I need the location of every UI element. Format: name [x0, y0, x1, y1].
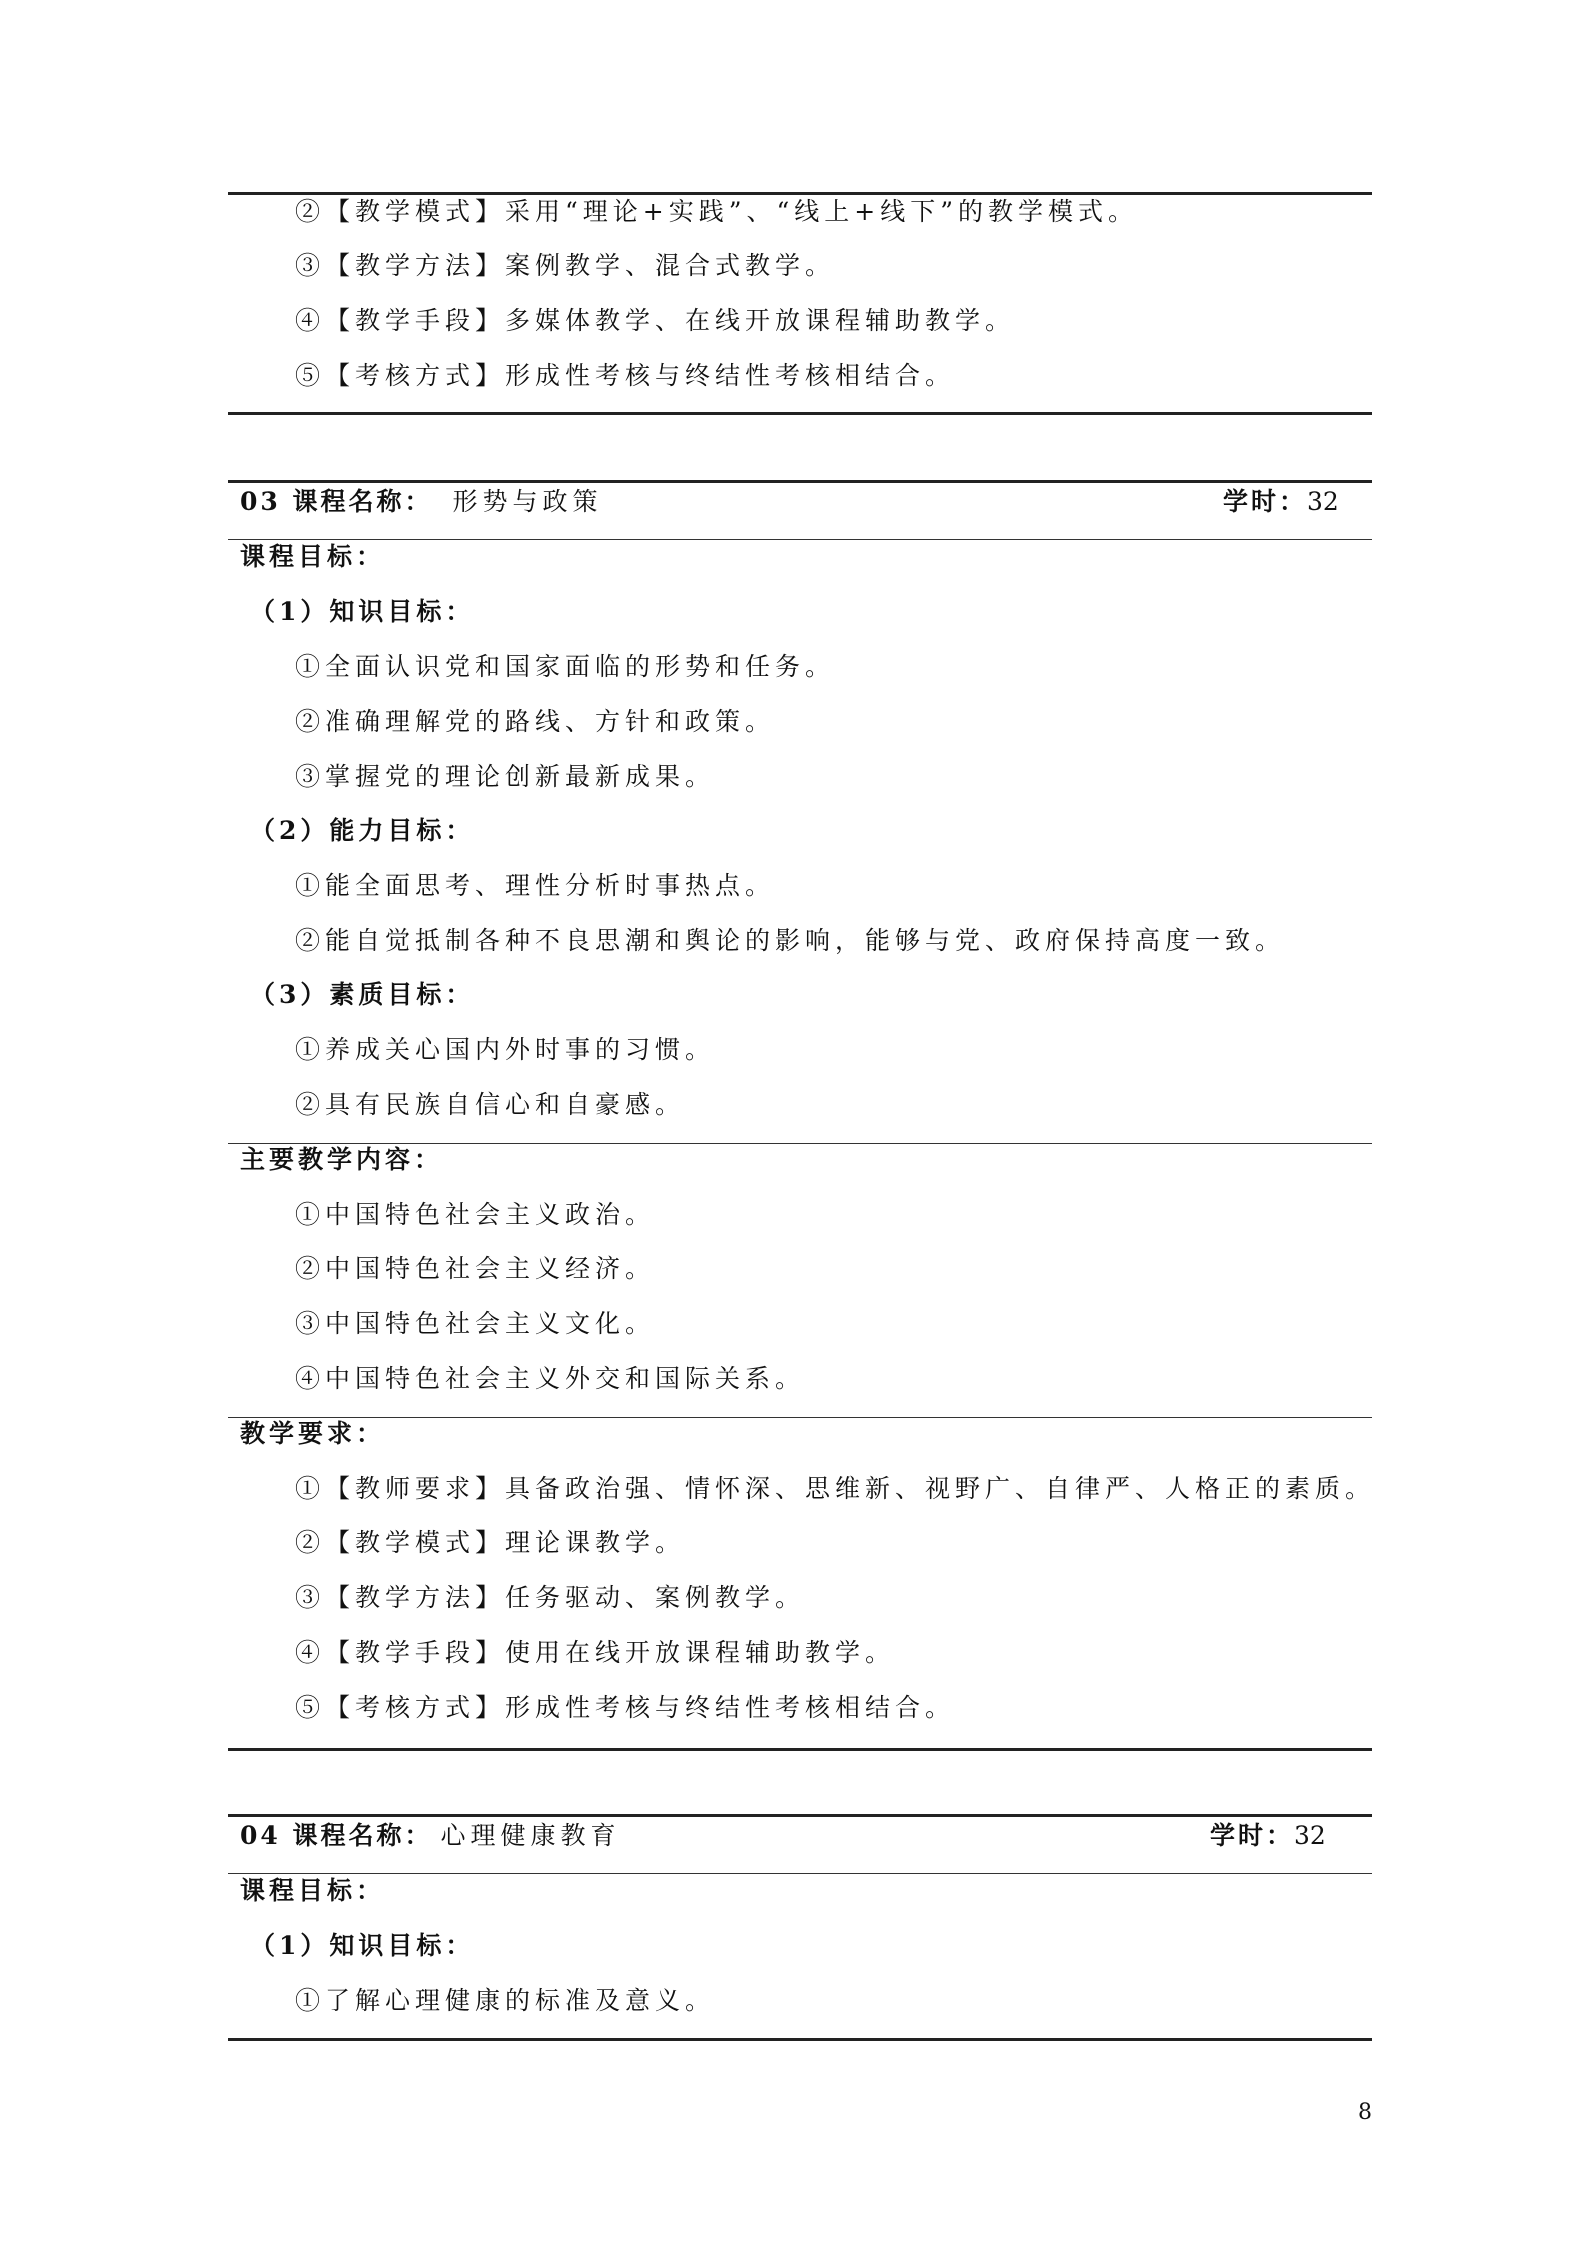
hours-label: 学时： [1223, 487, 1308, 516]
knowledge-heading: （1）知识目标： [250, 597, 475, 626]
course-name: 形势与政策 [452, 487, 603, 516]
goals-heading: 课程目标： [240, 542, 386, 571]
ability-item: ①能全面思考、理性分析时事热点。 [295, 871, 776, 900]
course-hours [1223, 484, 1339, 520]
table-bottom-border [228, 2038, 1372, 2041]
requirement-item: ⑤【考核方式】形成性考核与终结性考核相结合。 [295, 1693, 956, 1722]
requirement-line: ⑤【考核方式】形成性考核与终结性考核相结合。 [295, 361, 956, 390]
knowledge-item: ③掌握党的理论创新最新成果。 [295, 762, 716, 791]
requirement-item: ④【教学手段】使用在线开放课程辅助教学。 [295, 1638, 896, 1667]
course-hours [1210, 1818, 1326, 1854]
hours-value: 32 [1307, 487, 1339, 516]
content-item: ④中国特色社会主义外交和国际关系。 [295, 1364, 806, 1393]
content-heading: 主要教学内容： [240, 1145, 444, 1174]
content-item: ③中国特色社会主义文化。 [295, 1309, 656, 1338]
ability-heading: （2）能力目标： [250, 816, 475, 845]
knowledge-item: ①全面认识党和国家面临的形势和任务。 [295, 652, 836, 681]
divider [228, 539, 1372, 540]
knowledge-item: ①了解心理健康的标准及意义。 [295, 1986, 716, 2015]
course-table-04 [228, 1814, 1372, 2044]
quality-item: ①养成关心国内外时事的习惯。 [295, 1035, 716, 1064]
requirement-line: ④【教学手段】多媒体教学、在线开放课程辅助教学。 [295, 306, 1016, 335]
course-name: 心理健康教育 [440, 1821, 621, 1850]
quality-heading: （3）素质目标： [250, 980, 475, 1009]
ability-item: ②能自觉抵制各种不良思潮和舆论的影响，能够与党、政府保持高度一致。 [295, 926, 1286, 955]
table-bottom-border [228, 412, 1372, 415]
divider [228, 1873, 1372, 1874]
course-title-row [240, 484, 1350, 520]
hours-label: 学时： [1210, 1821, 1295, 1850]
course-name-label: 03 课程名称： [240, 487, 433, 516]
table-top-border [228, 480, 1372, 483]
course-table-03 [228, 480, 1376, 1755]
requirement-item: ①【教师要求】具备政治强、情怀深、思维新、视野广、自律严、人格正的素质。 [295, 1474, 1376, 1503]
page-number: 8 [1358, 2100, 1372, 2125]
divider [228, 1417, 1372, 1418]
goals-heading: 课程目标： [240, 1876, 386, 1905]
requirement-item: ③【教学方法】任务驱动、案例教学。 [295, 1583, 806, 1612]
table-bottom-border [228, 1748, 1372, 1751]
content-item: ①中国特色社会主义政治。 [295, 1200, 656, 1229]
table-continuation [228, 192, 1372, 417]
knowledge-item: ②准确理解党的路线、方针和政策。 [295, 707, 776, 736]
requirements-heading: 教学要求： [240, 1419, 386, 1448]
requirement-item: ②【教学模式】理论课教学。 [295, 1528, 686, 1557]
hours-value: 32 [1294, 1821, 1326, 1850]
course-name-label: 04 课程名称： [240, 1821, 433, 1850]
knowledge-heading: （1）知识目标： [250, 1931, 475, 1960]
course-title-row [240, 1818, 1350, 1854]
requirement-line: ③【教学方法】案例教学、混合式教学。 [295, 251, 836, 280]
content-item: ②中国特色社会主义经济。 [295, 1254, 656, 1283]
requirement-line: ②【教学模式】采用“理论+实践”、“线上+线下”的教学模式。 [295, 197, 1139, 226]
table-top-border [228, 1814, 1372, 1817]
quality-item: ②具有民族自信心和自豪感。 [295, 1090, 686, 1119]
